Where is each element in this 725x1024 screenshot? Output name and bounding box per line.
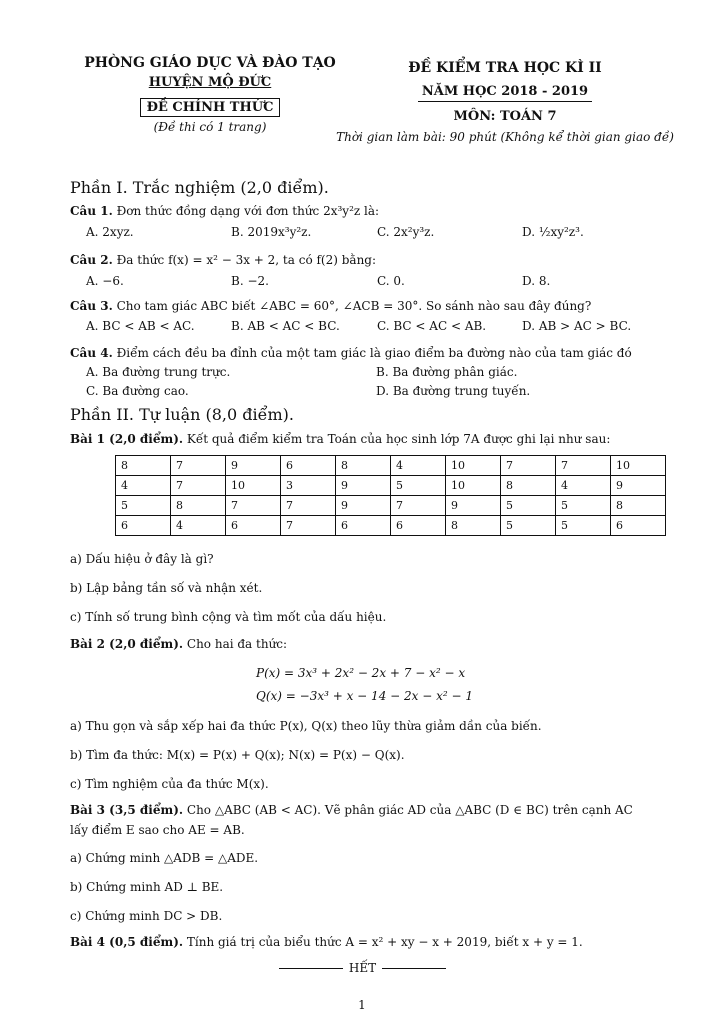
bai4-text: Tính giá trị của biểu thức A = x² + xy − x + 2019, biết x + y = 1.: [186, 935, 583, 949]
bai1-header: [70, 432, 610, 446]
q4-option-d: D. Ba đường trung tuyến.: [376, 384, 531, 398]
table-cell: 6: [611, 516, 666, 536]
q4-option-c: C. Ba đường cao.: [86, 384, 189, 398]
bai1-part-b: b) Lập bảng tần số và nhận xét.: [70, 581, 263, 595]
table-cell: 6: [281, 456, 336, 476]
table-cell: 5: [501, 516, 556, 536]
bai3-label: Bài 3 (3,5 điểm).: [70, 803, 184, 817]
table-cell: 9: [226, 456, 281, 476]
table-cell: 9: [336, 476, 391, 496]
q3-option-c: C. BC < AC < AB.: [377, 319, 487, 333]
end-text: HẾT: [348, 961, 377, 975]
table-row: [116, 456, 666, 476]
table-cell: 7: [281, 516, 336, 536]
question-4: [70, 346, 632, 360]
bai1-part-c: c) Tính số trung bình cộng và tìm mốt của dấu hiệu.: [70, 610, 387, 624]
end-rule-right: [382, 968, 446, 969]
bai3-part-b: b) Chứng minh AD ⊥ BE.: [70, 880, 224, 894]
q1-option-a: A. 2xyz.: [86, 225, 134, 239]
bai1-text: Kết quả điểm kiểm tra Toán của học sinh lớp 7A được ghi lại như sau:: [186, 432, 611, 446]
table-cell: 9: [446, 496, 501, 516]
q1-label: Câu 1.: [70, 204, 113, 218]
end-marker: [275, 961, 450, 975]
table-cell: 5: [556, 516, 611, 536]
table-row: [116, 516, 666, 536]
q1-options: [86, 225, 584, 239]
q3-text: Cho tam giác ABC biết ∠ABC = 60°, ∠ACB = 30°. So sánh nào sau đây đúng?: [116, 299, 592, 313]
table-cell: 10: [611, 456, 666, 476]
q2-text: Đa thức f(x) = x² − 3x + 2, ta có f(2) bằng:: [116, 253, 377, 267]
q3-option-b: B. AB < AC < BC.: [231, 319, 340, 333]
bai2-part-b: b) Tìm đa thức: M(x) = P(x) + Q(x); N(x) = P(x) − Q(x).: [70, 748, 405, 762]
table-cell: 5: [116, 496, 171, 516]
table-cell: 7: [556, 456, 611, 476]
table-cell: 8: [446, 516, 501, 536]
q2-option-c: C. 0.: [377, 274, 405, 288]
official-stamp: ĐỀ CHÍNH THỨC: [140, 98, 281, 117]
school-year: NĂM HỌC 2018 - 2019: [418, 84, 592, 102]
table-cell: 8: [116, 456, 171, 476]
q3-option-d: D. AB > AC > BC.: [522, 319, 632, 333]
part2-title: Phần II. Tự luận (8,0 điểm).: [70, 405, 294, 424]
subject: MÔN: TOÁN 7: [453, 109, 557, 124]
table-row: [116, 476, 666, 496]
table-cell: 6: [391, 516, 446, 536]
table-cell: 7: [171, 456, 226, 476]
bai1-part-a: a) Dấu hiệu ở đây là gì?: [70, 552, 214, 566]
polynomial-q: Q(x) = −3x³ + x − 14 − 2x − x² − 1: [256, 689, 473, 703]
department-name: PHÒNG GIÁO DỤC VÀ ĐÀO TẠO: [84, 55, 336, 71]
polynomial-p: P(x) = 3x³ + 2x² − 2x + 7 − x² − x: [256, 666, 466, 680]
table-cell: 8: [171, 496, 226, 516]
table-cell: 5: [556, 496, 611, 516]
q1-option-c: C. 2x²y³z.: [377, 225, 435, 239]
part1-title: Phần I. Trắc nghiệm (2,0 điểm).: [70, 178, 329, 197]
q4-option-a: A. Ba đường trung trực.: [86, 365, 231, 379]
table-cell: 7: [501, 456, 556, 476]
end-rule-left: [279, 968, 343, 969]
bai3-text2: lấy điểm E sao cho AE = AB.: [70, 823, 245, 837]
table-cell: 7: [281, 496, 336, 516]
table-cell: 3: [281, 476, 336, 496]
question-3: [70, 299, 591, 313]
table-cell: 8: [336, 456, 391, 476]
bai3-part-a: a) Chứng minh △ADB = △ADE.: [70, 851, 259, 865]
table-cell: 4: [556, 476, 611, 496]
bai4-header: [70, 935, 583, 949]
table-cell: 6: [116, 516, 171, 536]
table-cell: 7: [171, 476, 226, 496]
question-1: [70, 204, 379, 218]
q4-options-row2: [86, 384, 530, 398]
q4-options-row1: [86, 365, 517, 379]
table-cell: 10: [446, 456, 501, 476]
bai3-part-c: c) Chứng minh DC > DB.: [70, 909, 223, 923]
q1-text: Đơn thức đồng dạng với đơn thức 2x³y²z là:: [116, 204, 380, 218]
table-cell: 5: [391, 476, 446, 496]
district-name: HUYỆN MỘ ĐỨC: [148, 75, 272, 90]
q1-option-d: D. ½xy²z³.: [522, 225, 584, 239]
bai1-label: Bài 1 (2,0 điểm).: [70, 432, 184, 446]
q2-option-a: A. −6.: [86, 274, 124, 288]
q2-option-d: D. 8.: [522, 274, 551, 288]
q3-options: [86, 319, 631, 333]
q3-label: Câu 3.: [70, 299, 113, 313]
table-cell: 6: [336, 516, 391, 536]
q2-options: [86, 274, 550, 288]
bai3-header: [70, 803, 633, 817]
bai2-text: Cho hai đa thức:: [186, 637, 288, 651]
page-number: 1: [358, 998, 366, 1012]
table-cell: 5: [501, 496, 556, 516]
table-cell: 9: [611, 476, 666, 496]
exam-title: ĐỀ KIỂM TRA HỌC KÌ II: [408, 60, 602, 76]
q2-label: Câu 2.: [70, 253, 113, 267]
time-note: Thời gian làm bài: 90 phút (Không kể thời gian giao đề): [336, 130, 674, 144]
table-cell: 8: [611, 496, 666, 516]
question-2: [70, 253, 376, 267]
page-count-note: (Đề thi có 1 trang): [153, 120, 267, 134]
table-cell: 4: [171, 516, 226, 536]
table-cell: 10: [226, 476, 281, 496]
table-cell: 4: [391, 456, 446, 476]
bai2-label: Bài 2 (2,0 điểm).: [70, 637, 184, 651]
bai3-text1: Cho △ABC (AB < AC). Vẽ phân giác AD của △ABC (D ∈ BC) trên cạnh AC: [186, 803, 633, 817]
table-cell: 9: [336, 496, 391, 516]
table-cell: 7: [391, 496, 446, 516]
q2-option-b: B. −2.: [231, 274, 269, 288]
header-right: [315, 60, 695, 144]
table-cell: 6: [226, 516, 281, 536]
score-table: [115, 455, 666, 536]
bai4-label: Bài 4 (0,5 điểm).: [70, 935, 184, 949]
table-row: [116, 496, 666, 516]
q3-option-a: A. BC < AB < AC.: [86, 319, 195, 333]
q4-option-b: B. Ba đường phân giác.: [376, 365, 518, 379]
table-cell: 8: [501, 476, 556, 496]
table-cell: 10: [446, 476, 501, 496]
table-cell: 7: [226, 496, 281, 516]
q1-option-b: B. 2019x³y²z.: [231, 225, 312, 239]
table-cell: 4: [116, 476, 171, 496]
bai2-header: [70, 637, 287, 651]
q4-text: Điểm cách đều ba đỉnh của một tam giác là giao điểm ba đường nào của tam giác đó: [116, 346, 632, 360]
q4-label: Câu 4.: [70, 346, 113, 360]
bai2-part-a: a) Thu gọn và sắp xếp hai đa thức P(x), Q(x) theo lũy thừa giảm dần của biến.: [70, 719, 542, 733]
bai2-part-c: c) Tìm nghiệm của đa thức M(x).: [70, 777, 269, 791]
